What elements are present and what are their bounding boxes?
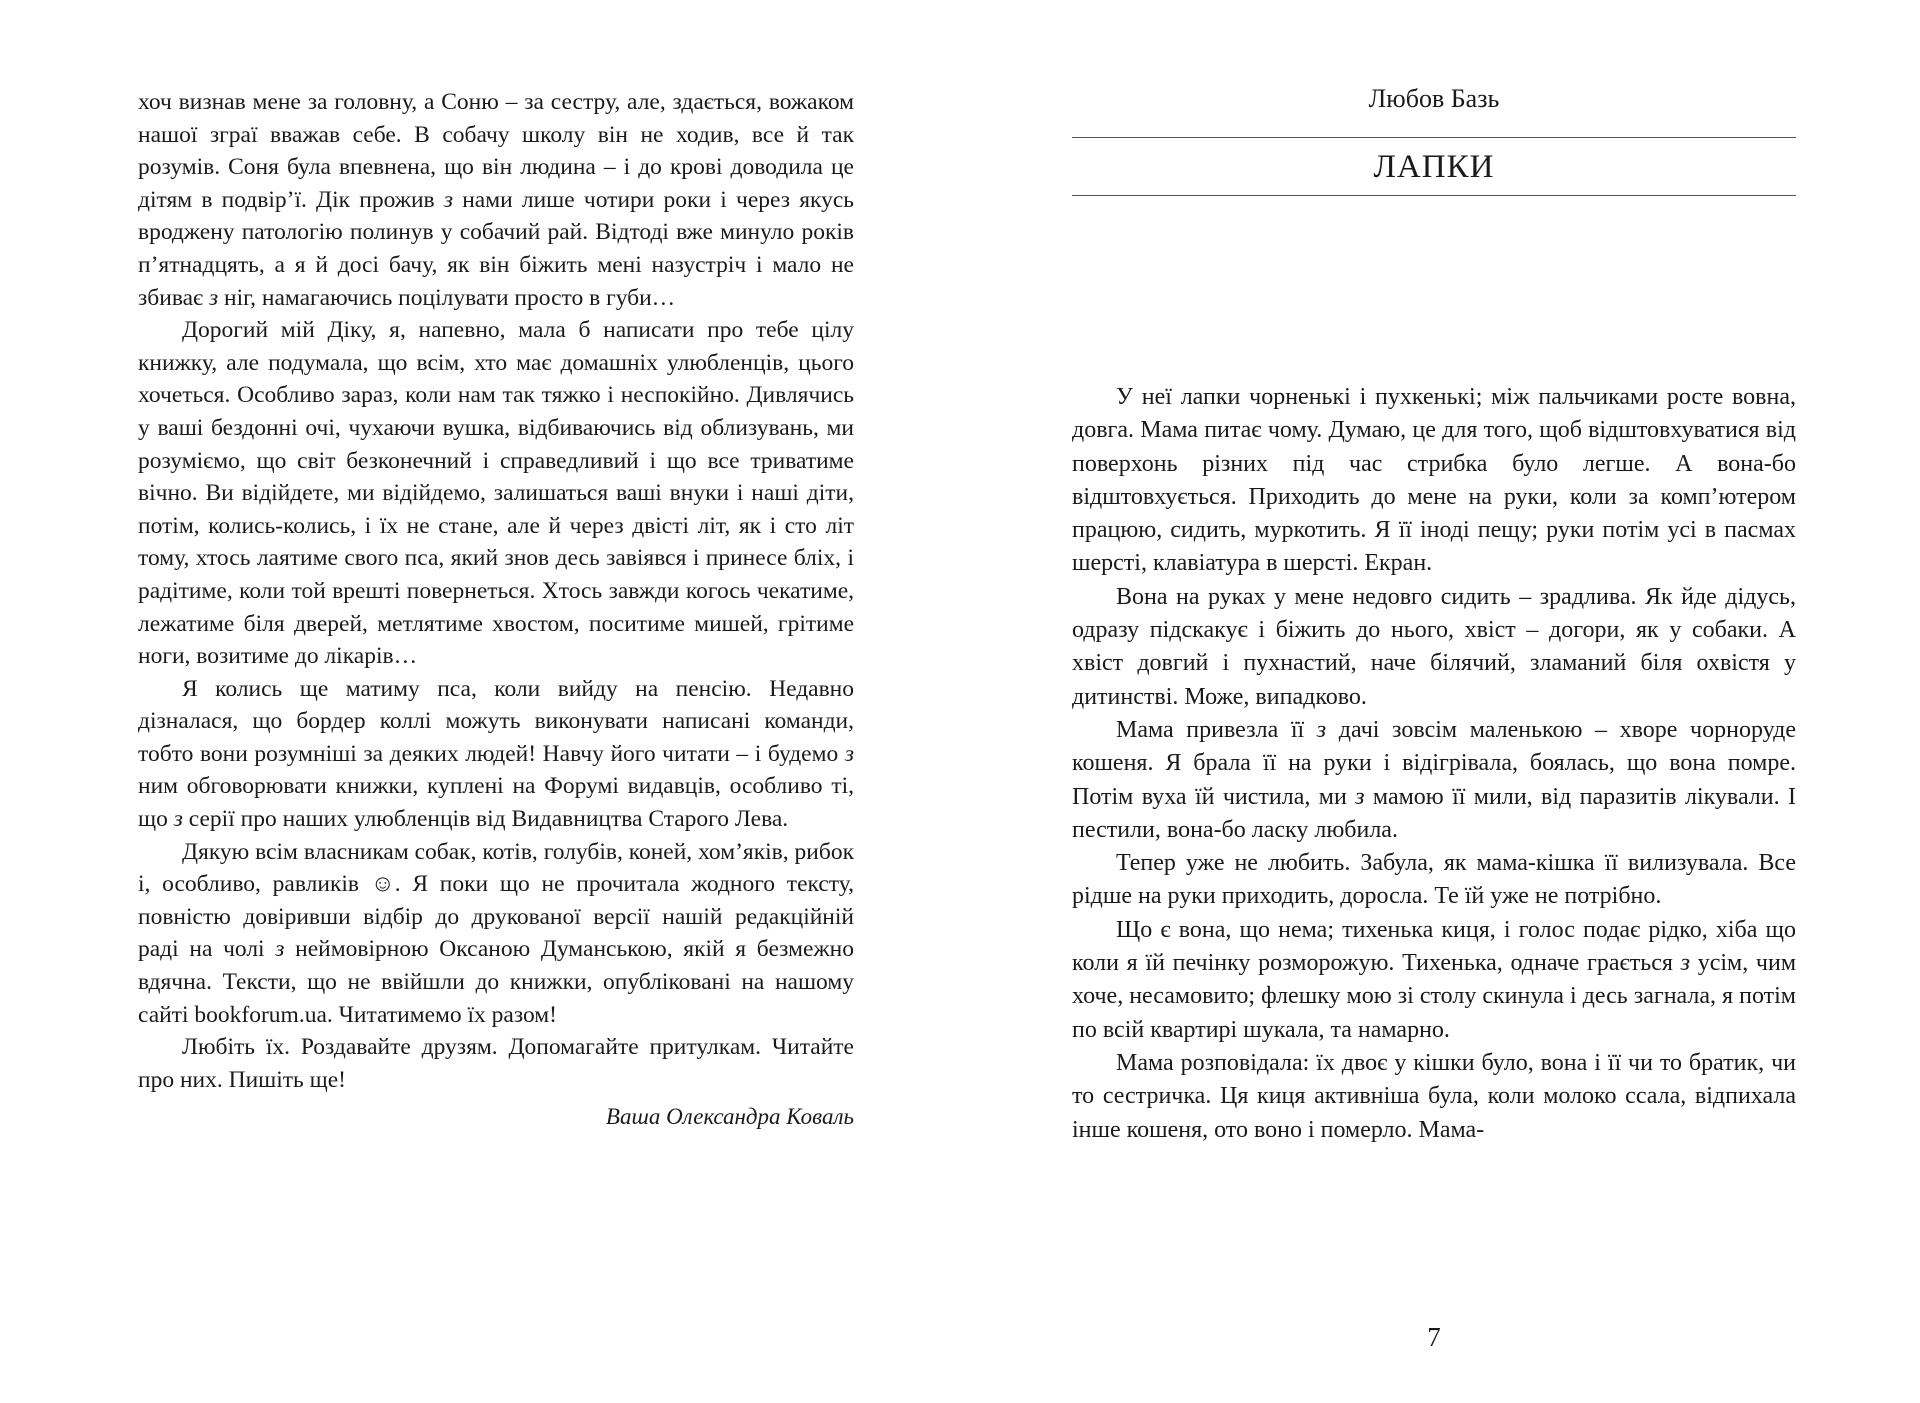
paragraph [138,86,854,314]
italic-run: з [1316,716,1327,743]
text-run: Тепер уже не любить. Забула, як мама-кішка її вилизувала. Все рідше на руки приходить, доросла. Те їй уже не потрібно. [1072,850,1796,910]
paragraph [138,836,854,1032]
text-run: Що є вона, що нема; тихенька киця, і голос подає рідко, хіба що коли я їй печінку розморожую. Тихенька, одначе грається [1072,916,1796,977]
paragraph [138,673,854,836]
signature: Ваша Олександра Коваль [605,1104,854,1130]
text-run: серії про наших улюбленців від Видавництва Старого Лева. [182,806,789,833]
text-run: Я колись ще матиму пса, коли вийду на пенсію. Недавно дізналася, що бордер коллі можуть виконувати написані команди, тобто вони розумніші за деяких людей! Навчу його читати – і будемо [138,675,854,767]
italic-run: з [1355,783,1365,810]
text-run: усім, чим хоче, несамовито; флешку мою зі столу скинула і десь загнала, я потім по всій квартирі шукала, та намарно. [1072,950,1797,1043]
paragraph [1072,1047,1796,1147]
italic-run: з [275,936,285,963]
italic-run: з [209,284,219,311]
text-run: хоч визнав мене за головну, а Соню – за сестру, але, здається, вожаком нашої зграї вважав себе. В собачу школу він не ходив, все й так розумів. Соня була впевнена, що він людина – і до крові доводила це дітям в подвір’ї. Дік прожив [138,89,854,213]
text-run: ніг, намагаючись поцілувати просто в губи… [218,284,676,311]
page-number: 7 [1427,1322,1441,1352]
text-run: мамою її мили, від паразитів лікували. І пестили, вона-бо ласку любила. [1072,783,1796,843]
paragraph [1072,714,1796,847]
text-run: нами лише чотири роки і через якусь вроджену патологію полинув у собачий рай. Відтоді вже минуло років п’ятнадцять, а я й досі бачу, як він біжить мені назустріч і мало не збиває [138,186,854,311]
story-title: ЛАПКИ [1373,149,1495,185]
text-run: Вона на руках у мене недовго сидить – зрадлива. Як йде дідусь, одразу підскакує і біжить до нього, хвіст – догори, як у собаки. А хвіст довгий і пухнастий, наче білячий, зламаний біля охвістя у дитинстві. Може, випадково. [1072,583,1796,710]
text-run: У неї лапки чорненькі і пухкенькі; між пальчиками росте вовна, довга. Мама питає чому. Думаю, це для того, щоб відштовхуватися від поверхонь різних під час стрибка було легше. А вона-бо відштовхується. Приходить до мене на руки, коли за комп’ютером працюю, сидить, муркотить. Я її іноді пещу; руки потім усі в пасмах шерсті, клавіатура в шерсті. Екран. [1072,384,1796,577]
paragraph [1072,581,1796,714]
italic-run: з [844,740,854,767]
text-run: ним обговорювати книжки, куплені на Форумі видавців, особливо ті, що [138,773,854,833]
text-run: дачі зовсім маленькою – хворе чорноруде кошеня. Я брала її на руки і відігрівала, боялась, що вона помре. Потім вуха їй чистила, ми [1072,716,1797,810]
title-rule-top [1072,137,1796,138]
title-rule-bottom [1072,195,1796,196]
text-run: Дорогий мій Діку, я, напевно, мала б написати про тебе цілу книжку, але подумала, що всім, хто має домашніх улюбленців, цього хочеться. Особливо зараз, коли нам так тяжко і неспокійно. Дивлячись у ваші бездонні очі, чухаючи вушка, відбиваючись від облизувань, ми розуміємо, що світ безконечний і справедливий і що все триватиме вічно. Ви відійдете, ми відійдемо, залишаться ваші внуки і наші діти, потім, колись-колись, і їх не стане, але й через двісті літ, як і сто літ тому, хтось лаятиме свого пса, який знов десь завіявся і принесе бліх, і радітиме, коли той врешті повернеться. Хтось завжди когось чекатиме, лежатиме біля дверей, метлятиме хвостом, поситиме мишей, грітиме ноги, возитиме до лікарів… [138,317,854,670]
running-head-author: Любов Базь [1368,84,1500,113]
left-page-body [138,86,854,1096]
paragraph [1072,381,1796,581]
text-run: неймовірною Оксаною Думанською, якій я безмежно вдячна. Тексти, що не ввійшли до книжки, опубліковані на нашому сайті bookforum.ua. Читатимемо їх разом! [138,936,854,1028]
text-run: Мама розповідала: їх двоє у кішки було, вона і її чи то братик, чи то сестричка. Ця киця активніша була, коли молоко ссала, відпихала інше кошеня, ото воно і померло. Мама- [1072,1049,1796,1143]
italic-run: з [1680,950,1690,977]
text-run: Дякую всім власникам собак, котів, голубів, коней, хом’яків, рибок і, особливо, равликів ☺. Я поки що не прочитала жодного тексту, повністю довіривши відбір до друкованої версії нашій редакційній раді на чолі [138,838,854,963]
paragraph [138,1031,854,1096]
italic-run: з [443,186,454,213]
paragraph [1072,914,1796,1047]
story-body [1072,381,1796,1147]
paragraph [138,314,854,673]
left-page [138,86,854,1134]
paragraph [1072,847,1796,914]
italic-run: з [173,806,183,833]
text-run: Любіть їх. Роздавайте друзям. Допомагайте притулкам. Читайте про них. Пишіть ще! [138,1034,854,1093]
text-run: Мама привезла її [1116,716,1317,743]
